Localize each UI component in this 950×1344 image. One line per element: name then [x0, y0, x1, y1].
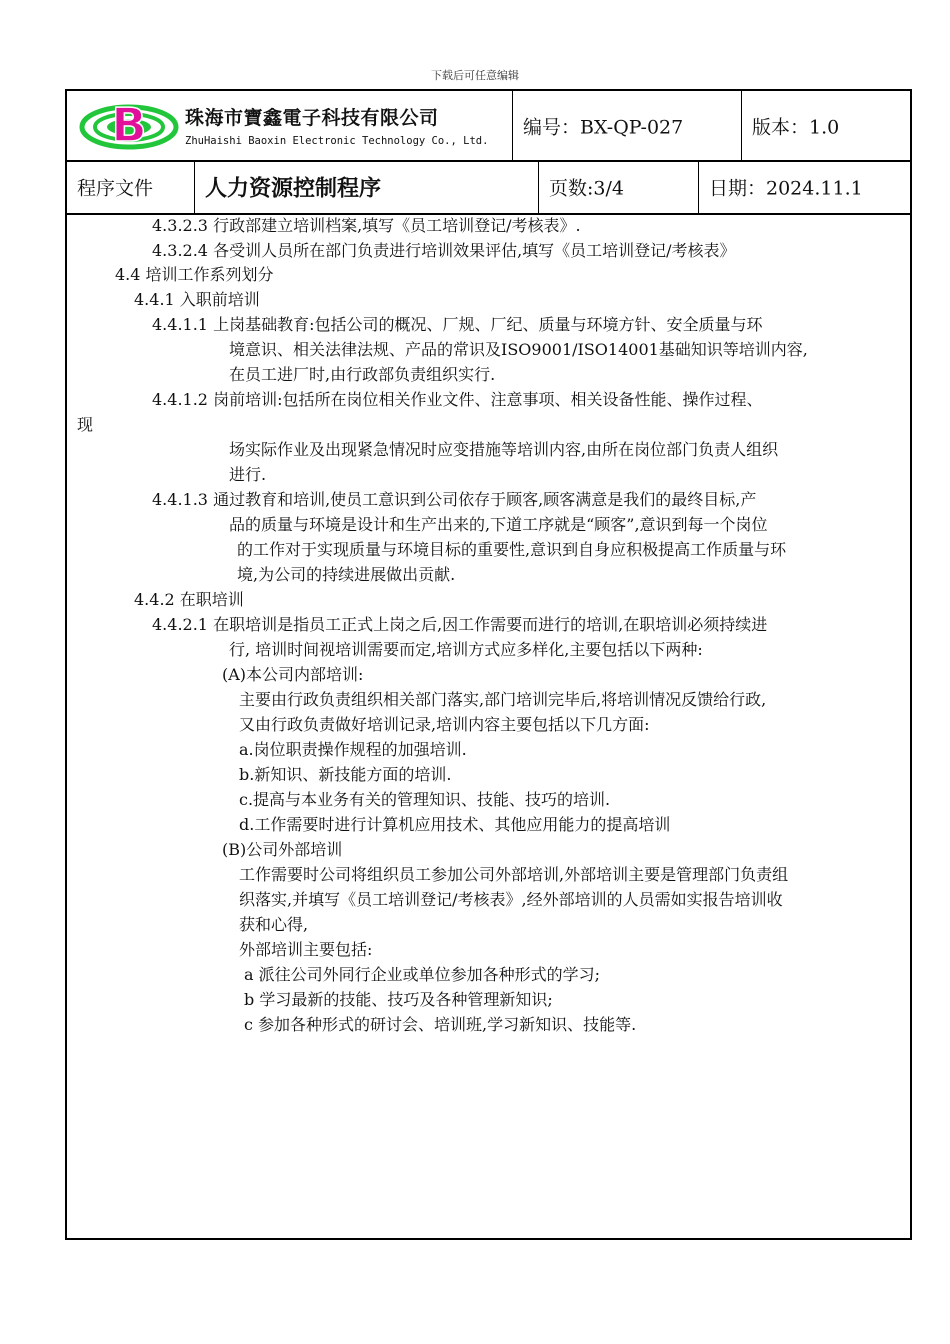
list-item: c 参加各种形式的研讨会、培训班,学习新知识、技能等.	[244, 1015, 637, 1034]
subsection-heading: 4.4.2 在职培训	[134, 590, 244, 609]
logo-letter: B	[111, 99, 147, 151]
company-logo-icon	[79, 99, 179, 151]
list-item: a.岗位职责操作规程的加强培训.	[239, 740, 467, 759]
doc-title: 人力资源控制程序	[205, 176, 382, 201]
date-cell	[699, 160, 912, 213]
text-line: 又由行政负责做好培训记录,培训内容主要包括以下几方面:	[239, 715, 650, 734]
text-line: 现	[77, 415, 94, 434]
version-cell	[742, 91, 912, 160]
doc-no-cell	[513, 91, 742, 160]
document-frame	[65, 89, 912, 1240]
text-line: 工作需要时公司将组织员工参加公司外部培训,外部培训主要是管理部门负责组	[239, 865, 789, 884]
text-line: 4.3.2.4 各受训人员所在部门负责进行培训效果评估,填写《员工培训登记/考核表》	[152, 241, 736, 260]
title-cell	[195, 160, 539, 213]
text-line: (A)本公司内部培训:	[222, 665, 364, 684]
text-line: 4.4.2.1 在职培训是指员工正式上岗之后,因工作需要而进行的培训,在职培训必须持续进	[152, 615, 768, 634]
version: 版本：1.0	[752, 116, 840, 138]
section-heading: 4.4 培训工作系列划分	[115, 265, 274, 284]
text-line: 场实际作业及出现紧急情况时应变措施等培训内容,由所在岗位部门负责人组织	[229, 440, 779, 459]
page-note: 下载后可任意编辑	[431, 69, 519, 82]
list-item: d.工作需要时进行计算机应用技术、其他应用能力的提高培训	[239, 815, 671, 834]
doc-number: 编号：BX-QP-027	[523, 116, 684, 138]
text-line: 境意识、相关法律法规、产品的常识及ISO9001/ISO14001基础知识等培训内容,	[229, 340, 808, 359]
list-item: b 学习最新的技能、技巧及各种管理新知识;	[244, 990, 553, 1009]
page-count: 页数:3/4	[549, 177, 624, 199]
text-line: 进行.	[229, 465, 267, 484]
text-line: 获和心得,	[239, 915, 309, 934]
text-line: 在员工进厂时,由行政部负责组织实行.	[229, 365, 496, 384]
doc-type-cell	[67, 160, 195, 213]
page-cell	[539, 160, 699, 213]
text-line: 外部培训主要包括:	[239, 940, 373, 959]
text-line: 4.4.1.3 通过教育和培训,使员工意识到公司依存于顾客,顾客满意是我们的最终目标,产	[152, 490, 757, 509]
list-item: b.新知识、新技能方面的培训.	[239, 765, 452, 784]
text-line: 品的质量与环境是设计和生产出来的,下道工序就是“顾客”,意识到每一个岗位	[229, 515, 768, 534]
company-cell	[67, 91, 513, 160]
text-line: 行, 培训时间视培训需要而定,培训方式应多样化,主要包括以下两种:	[229, 640, 703, 659]
list-item: a 派往公司外同行企业或单位参加各种形式的学习;	[244, 965, 601, 984]
text-line: 4.4.1.1 上岗基础教育:包括公司的概况、厂规、厂纪、质量与环境方针、安全质量与环	[152, 315, 763, 334]
company-name-en: ZhuHaishi Baoxin Electronic Technology Co., Ltd.	[185, 135, 489, 147]
text-line: (B)公司外部培训	[222, 840, 343, 859]
header-row-title	[67, 160, 910, 215]
doc-type: 程序文件	[77, 177, 154, 199]
text-line: 织落实,并填写《员工培训登记/考核表》,经外部培训的人员需如实报告培训收	[239, 890, 783, 909]
doc-date: 日期：2024.11.1	[709, 177, 863, 199]
text-line: 4.4.1.2 岗前培训:包括所在岗位相关作业文件、注意事项、相关设备性能、操作过程、	[152, 390, 763, 409]
text-line: 的工作对于实现质量与环境目标的重要性,意识到自身应积极提高工作质量与环	[237, 540, 787, 559]
text-line: 4.3.2.3 行政部建立培训档案,填写《员工培训登记/考核表》.	[152, 216, 581, 235]
list-item: c.提高与本业务有关的管理知识、技能、技巧的培训.	[239, 790, 611, 809]
company-name-cn: 珠海市寶鑫電子科技有限公司	[185, 107, 439, 129]
text-line: 主要由行政负责组织相关部门落实,部门培训完毕后,将培训情况反馈给行政,	[239, 690, 767, 709]
text-line: 境,为公司的持续进展做出贡献.	[237, 565, 456, 584]
subsection-heading: 4.4.1 入职前培训	[134, 290, 260, 309]
header-row-company	[67, 91, 910, 162]
